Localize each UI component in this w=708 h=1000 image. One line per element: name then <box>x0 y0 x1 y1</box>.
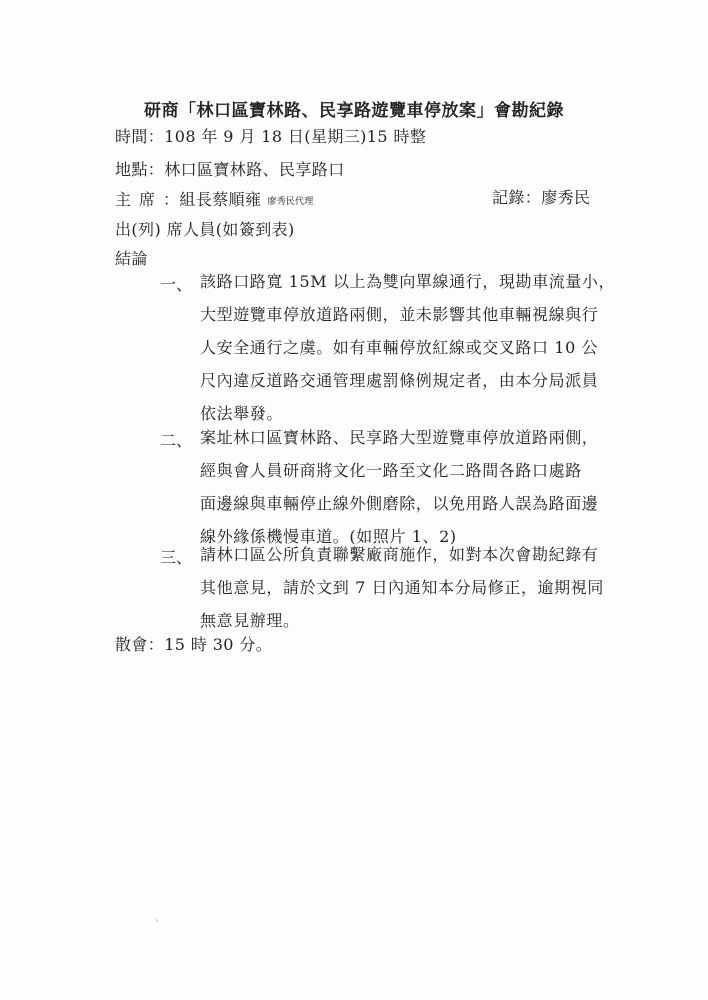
meeting-time: 時間：108 年 9 月 18 日(星期三)15 時整 <box>115 127 427 146</box>
meeting-chair <box>115 187 313 210</box>
item-line: 依法舉發。 <box>200 404 284 423</box>
conclusion-item-3 <box>200 538 604 637</box>
conclusion-item-1 <box>200 265 615 430</box>
item-line: 面邊線與車輛停止線外側磨除，以免用路人誤為路面邊 <box>200 494 599 513</box>
meeting-adjourn: 散會：15 時 30 分。 <box>115 635 273 654</box>
chair-proxy-note: 廖秀民代理 <box>267 197 314 207</box>
meeting-recorder: 記錄：廖秀民 <box>492 188 591 207</box>
item-line: 請林口區公所負責聯繫廠商施作，如對本次會勘紀錄有 <box>200 545 599 564</box>
item-line: 大型遊覽車停放道路兩側，並未影響其他車輛視線與行 <box>200 305 599 324</box>
meeting-attendees: 出(列) 席人員(如簽到表) <box>115 220 295 239</box>
item-line: 經與會人員研商將文化一路至文化二路間各路口處路 <box>200 461 582 480</box>
item-line: 線外緣係機慢車道。(如照片 1、2) <box>200 527 457 546</box>
item-number: 三、 <box>160 548 193 567</box>
item-line: 無意見辦理。 <box>200 611 300 630</box>
item-number: 二、 <box>160 431 193 450</box>
conclusion-label: 結論 <box>115 249 148 268</box>
item-line: 案址林口區寶林路、民享路大型遊覽車停放道路兩側， <box>200 428 599 447</box>
chair-name: ：組長蔡順雍 <box>163 190 262 209</box>
margin-mark: ˋ <box>155 920 160 931</box>
item-number: 一、 <box>160 275 193 294</box>
document-title: 研商「林口區寶林路、民享路遊覽車停放案」會勘紀錄 <box>144 101 564 121</box>
meeting-location: 地點：林口區寶林路、民享路口 <box>115 160 345 179</box>
item-line: 該路口路寬 15M 以上為雙向單線通行，現勘車流量小， <box>200 272 616 291</box>
chair-label: 主席 <box>115 190 164 209</box>
item-line: 人安全通行之虞。如有車輛停放紅線或交叉路口 10 公 <box>200 338 599 357</box>
conclusion-item-2 <box>200 421 598 553</box>
item-line: 其他意見，請於文到 7 日內通知本分局修正，逾期視同 <box>200 578 604 597</box>
item-line: 尺內違反道路交通管理處罰條例規定者，由本分局派員 <box>200 371 599 390</box>
